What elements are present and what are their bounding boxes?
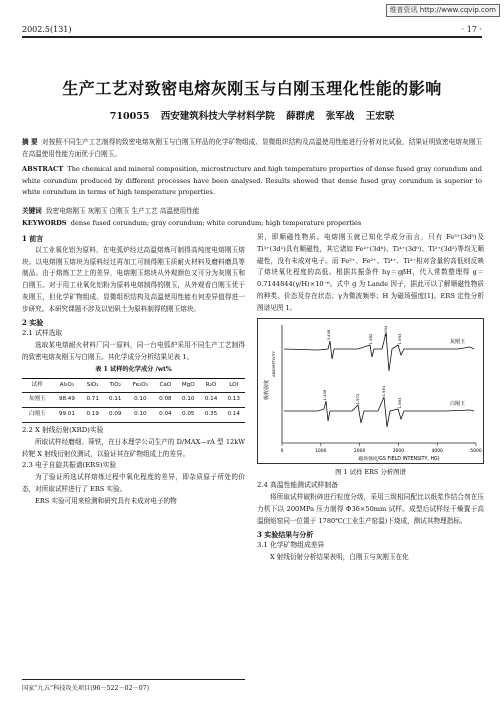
section-3-heading: 3 实验结果与分析	[257, 529, 314, 539]
peak-label-gray: 3.408	[326, 329, 331, 341]
section-2-4-text: 将所取试样破粉碎进行粒度分级，采用三级相同配比以纸浆作结合剂在压力机下以 200MPa 压力制得 Φ36×50mm 试样。成型后试样经干燥置于高温倒焰窑同一位置于 1780℃(工业生产窑温)下烧成，测试其物理指标。	[257, 493, 484, 525]
peak-label-gray: 2.004	[383, 325, 388, 337]
keywords-en-label: KEYWORDS	[22, 219, 67, 227]
x-tick-label: 0	[280, 448, 284, 454]
table-cell: 白刚玉	[22, 408, 52, 423]
y-axis-label: 吸收强度	[264, 379, 270, 400]
figure-1-caption: 图 1 试样 ERS 分析图谱	[335, 467, 406, 476]
table-cell: 0.09	[104, 408, 127, 423]
x-axis-label: 磁场强度/GS FIELD INTENSITY, HG)	[358, 456, 440, 462]
table-cell: 0.10	[127, 393, 155, 408]
table-cell: 0.05	[177, 408, 200, 423]
keywords-en	[22, 218, 482, 230]
watermark: 维普资讯 http://www.cqvip.com	[386, 4, 500, 17]
series-label-gray: 灰刚玉	[450, 338, 466, 345]
table-cell: 0.04	[154, 408, 177, 423]
table-header-cell: Fe₂O₃	[127, 378, 155, 393]
table-cell: 0.71	[81, 393, 104, 408]
abstract-en	[22, 164, 482, 199]
abstract-cn-label: 摘 要	[22, 138, 38, 146]
table-row	[22, 393, 245, 408]
table-header-cell: Al₂O₃	[52, 378, 81, 393]
table-cell: 0.10	[127, 408, 155, 423]
x-tick-label: 4000	[431, 448, 443, 454]
table-cell: 0.08	[154, 393, 177, 408]
composition-table	[22, 378, 245, 423]
table-cell: 0.13	[222, 393, 245, 408]
section-2-2-text: 所取试样经磨细、筛铁，在日本理学公司生产的 D/MAX—rA 型 12kW 转靶 X 射线衍射仪测试，以验证其在矿物组成上的差异。	[22, 437, 245, 458]
peak-label-white: 1.408	[322, 389, 327, 401]
section-1-text: 以工业氧化铝为原料，在电弧炉经过高温熔炼可制得高纯度电熔刚玉熔块。以电熔刚玉熔块为原料经过再加工可制得刚玉质耐火材料及磨料磨具等制品。由于熔炼工艺上的差异，电熔刚玉熔块从外观颜色又可分为灰刚玉和白刚玉。对于用工业氧化铝粉为原料电熔制得的刚玉，从外观看白刚玉优于灰刚玉，但化学矿物组成、显微组织结构及高温使用性能有何差异值得进一步研究。本研究课题不涉及以铝矾土为原料制得的刚玉熔块。	[22, 245, 245, 313]
table-header-cell: CaO	[154, 378, 177, 393]
peak-label-white: 1.972	[355, 393, 360, 405]
abstract-cn-text: 对按照不同生产工艺制得的致密电熔灰刚玉与白刚玉样品的化学矿物组成、显微组织结构及高温使用性能进行分析对比试验，结果证明致密电熔灰刚玉在高温使用性能方面优于白刚玉。	[22, 138, 482, 158]
section-2-3-heading: 2.3 电子自旋共振谱(ERS)实验	[22, 461, 117, 470]
section-2-3-text-2: ERS 实验可用来检测和研究具有未成对电子的物	[35, 496, 177, 505]
table-cell: 灰刚玉	[22, 393, 52, 408]
series-gray-corundum-line	[284, 333, 474, 371]
section-3-1-text: X 射线衍射分析结果表明，白刚玉与灰刚玉在化	[270, 553, 409, 562]
y-axis-label-en: ABSORPTIVITY	[272, 350, 276, 377]
series-label-white: 白刚玉	[450, 400, 466, 407]
keywords-en-text: dense fused corundum; gray corundum; white corundum; high temperature properties	[70, 219, 362, 227]
section-2-1-heading: 2.1 试样选取	[22, 329, 63, 338]
section-2-3-text: 为了验证所选试样熔炼过程中氧化程度的差异，即杂质原子所处的价态，对所取试样进行了 ERS 实验。	[22, 473, 245, 493]
paper-title: 生产工艺对致密电熔灰刚玉与白刚玉理化性能的影响	[62, 79, 442, 98]
running-head	[22, 24, 482, 38]
x-tick-label: 3000	[392, 448, 405, 454]
footnote: 国家“九五”科技攻关项目(96－522－02－07)	[22, 679, 245, 692]
x-tick-label: 1000	[315, 448, 327, 454]
keywords-cn-text: 致密电熔刚玉 灰刚玉 白刚玉 生产工艺 高温使用性能	[45, 207, 200, 215]
ers-spectrum-figure	[257, 318, 484, 464]
right-column	[257, 232, 484, 564]
peak-label-gray: 1.982	[368, 333, 373, 345]
table-header-cell: LOI	[222, 378, 245, 393]
ers-spectrum-chart	[258, 319, 483, 463]
section-2-4-heading: 2.4 高温性能测试试样制备	[257, 481, 338, 490]
abstract-cn	[22, 137, 482, 160]
section-1-heading: 1 前言	[22, 234, 44, 243]
table-cell: 0.19	[81, 408, 104, 423]
abstract-en-label: ABSTRACT	[22, 165, 64, 173]
keywords-cn-label: 关键词	[22, 207, 42, 215]
table-header-row	[22, 378, 245, 393]
table-cell: 98.49	[52, 393, 81, 408]
table-cell: 0.35	[200, 408, 223, 423]
table-header-cell: 试样	[22, 378, 52, 393]
table-cell: 0.14	[222, 408, 245, 423]
left-column	[22, 232, 245, 508]
section-3-1-heading: 3.1 化学矿物组成差异	[257, 541, 325, 550]
peak-label-white: 1.983	[397, 397, 402, 409]
keywords-cn	[22, 206, 482, 218]
issue-number: 2002.5(131)	[22, 25, 72, 34]
section-2-2-heading: 2.2 X 射线衍射(XRD)实验	[22, 425, 104, 434]
page-number: · 17 ·	[461, 25, 482, 34]
table-header-cell: TiO₂	[104, 378, 127, 393]
table-header-cell: MgO	[177, 378, 200, 393]
table-1-caption: 表 1 试样的化学成分 /wt%	[95, 365, 172, 373]
right-column-text: 质，即顺磁性物质。电熔刚玉就已知化学成分而言，只有 Fe³⁺(3d⁵)及 Ti³⁺(3d¹)具有顺磁性，其它诸如 Fe²⁺(3d⁶)、Ti⁴⁺(3d⁰)、Ti²⁺(3d²)等均无顺磁性，没有未成对电子。而 Fe³⁺、Fe²⁺、Ti⁴⁺、Ti³⁺相对含量的高低则反映了熔块氧化程度的高低。根据共振条件 hγ＝gβH，代入常数整理得 g＝0.7144844(γ/H)×10⁻⁶。式中 g 为 Lande 因子，据此可以了解顺磁性物质的种类、价态及存在状态；γ为微波频率；H 为磁场强度[1]。ERS 定性分析图谱见图 1。	[257, 233, 484, 312]
abstract-en-text: The chemical and mineral composition, microstructure and high temperature properties of dense fused gray corundum and white corundum produced by different processes have been analysed. Results showed that dense fused gray corundum is superior to white corundum in terms of high temperature properties.	[22, 165, 482, 196]
table-cell: 0.14	[200, 393, 223, 408]
table-row	[22, 408, 245, 423]
table-cell: 99.01	[52, 408, 81, 423]
author-line: 710055 西安建筑科技大学材料学院 薛群虎 张军战 王宏联	[109, 111, 395, 122]
table-header-cell: SiO₂	[81, 378, 104, 393]
series-white-corundum-line	[284, 397, 474, 427]
x-tick-label: 2000	[353, 448, 366, 454]
section-2-heading: 2 实验	[22, 317, 44, 327]
table-header-cell: R₂O	[200, 378, 223, 393]
peak-label-white: 1.991	[381, 385, 386, 397]
table-cell: 0.11	[104, 393, 127, 408]
section-2-1-text: 选取某电熔耐火材料厂同一原料，同一台电弧炉采用不同生产工艺制得的致密电熔灰刚玉与白刚玉。其化学成分分析结果见表 1。	[22, 341, 245, 361]
peak-label-gray: 1.993	[397, 333, 402, 345]
table-cell: 0.10	[177, 393, 200, 408]
x-tick-label: 5000	[470, 448, 482, 454]
